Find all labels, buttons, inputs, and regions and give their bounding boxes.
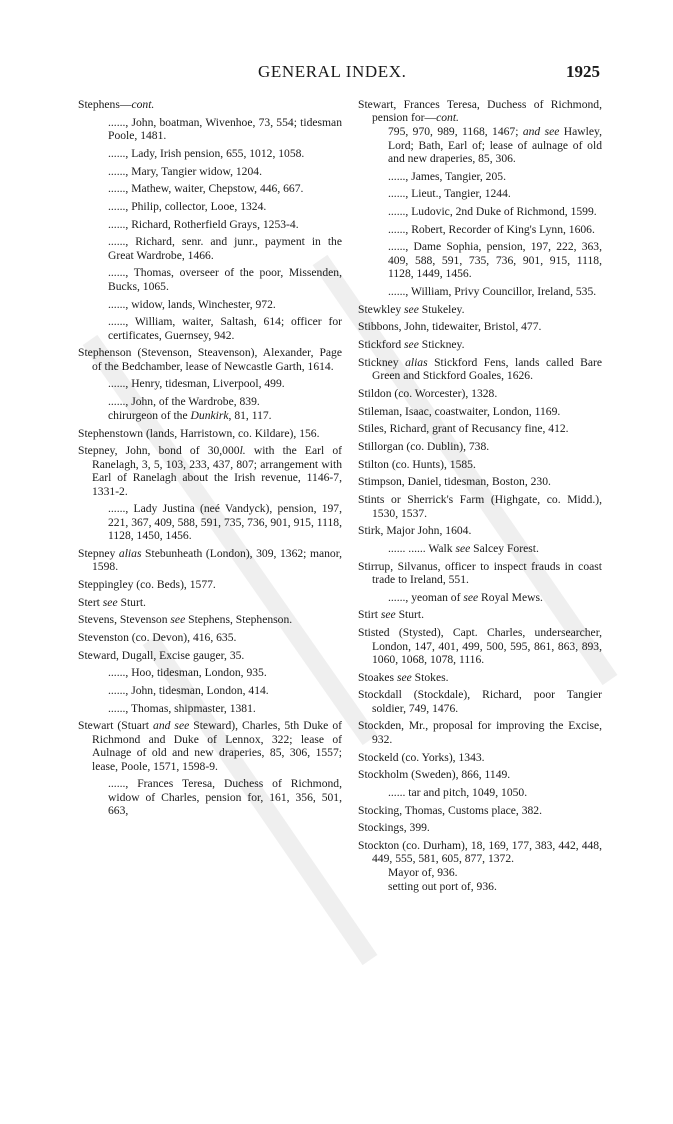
index-entry: ......, Dame Sophia, pension, 197, 222, 363, 409, 588, 591, 735, 736, 901, 915, 1118, 1128, 1449, 1456. [388, 240, 602, 281]
index-entry: Stockton (co. Durham), 18, 169, 177, 383, 442, 448, 449, 555, 581, 605, 877, 1372. [358, 839, 602, 866]
index-entry: ......, Thomas, shipmaster, 1381. [108, 701, 256, 715]
index-entry: Stepney alias Stebunheath (London), 309, 1362; manor, 1598. [78, 546, 342, 574]
index-entry: ......, yeoman of see Royal Mews. [388, 590, 543, 604]
index-entry: ......, Robert, Recorder of King's Lynn, 1606. [388, 222, 595, 236]
page-number: 1925 [566, 62, 600, 81]
index-entry: Steppingley (co. Beds), 1577. [78, 577, 216, 591]
index-entry: Stevenston (co. Devon), 416, 635. [78, 630, 237, 644]
index-entry: Stirt see Sturt. [358, 608, 425, 622]
index-entry: Stickford see Stickney. [358, 338, 465, 352]
index-entry: ......, John, boatman, Wivenhoe, 73, 554; tidesman Poole, 1481. [108, 115, 342, 143]
index-entry: Stimpson, Daniel, tidesman, Boston, 230. [358, 475, 551, 489]
index-column-right [358, 98, 602, 898]
index-entry: ......, John, of the Wardrobe, 839. [108, 395, 260, 409]
index-entry: Stepney, John, bond of 30,000l. with the Earl of Ranelagh, 3, 5, 103, 233, 437, 807; arrangement with Earl of Ranelagh about the Irish revenue, 1146-7, 1331-2. [78, 444, 342, 498]
index-entry: Stirrup, Silvanus, officer to inspect frauds in coast trade to Ireland, 551. [358, 559, 602, 587]
index-entry: ......, Ludovic, 2nd Duke of Richmond, 1599. [388, 205, 597, 219]
index-entry: Stildon (co. Worcester), 1328. [358, 386, 498, 400]
index-entry: Stephens—cont. [78, 98, 155, 111]
index-entry: ......, Thomas, overseer of the poor, Missenden, Bucks, 1065. [108, 266, 342, 293]
index-column-left [78, 98, 342, 822]
index-entry: Stevens, Stevenson see Stephens, Stephenson. [78, 613, 293, 627]
index-entry: Stoakes see Stokes. [358, 670, 449, 684]
index-entry: Stewart, Frances Teresa, Duchess of Richmond, pension for—cont. [358, 98, 602, 125]
index-entry: ......, Frances Teresa, Duchess of Richmond, widow of Charles, pension for, 161, 356, 501, 663, [108, 777, 342, 818]
index-entry: Stephenson (Stevenson, Steavenson), Alexander, Page of the Bedchamber, lease of Newcastle Garth, 1614. [78, 346, 342, 373]
index-entry: Stilton (co. Hunts), 1585. [358, 457, 476, 471]
index-entry: Stockeld (co. Yorks), 1343. [358, 750, 485, 764]
index-entry: ......, Richard, Rotherfield Grays, 1253-4. [108, 217, 299, 231]
index-entry: Stillorgan (co. Dublin), 738. [358, 439, 490, 453]
index-entry: ......, widow, lands, Winchester, 972. [108, 297, 276, 311]
index-entry: ......, Mathew, waiter, Chepstow, 446, 667. [108, 182, 304, 196]
index-entry: Stileman, Isaac, coastwaiter, London, 1169. [358, 404, 561, 418]
index-entry: 795, 970, 989, 1168, 1467; and see Hawley, Lord; Bath, Earl of; lease of aulnage of old and new draperies, 85, 306. [388, 125, 602, 165]
index-entry: ......, Lieut., Tangier, 1244. [388, 187, 511, 201]
index-entry: Stewkley see Stukeley. [358, 302, 465, 316]
index-entry: Stockden, Mr., proposal for improving the Excise, 932. [358, 719, 602, 746]
index-entry: ......, William, waiter, Saltash, 614; officer for certificates, Guernsey, 942. [108, 315, 342, 342]
index-entry: ......, Lady, Irish pension, 655, 1012, 1058. [108, 146, 305, 160]
index-entry: setting out port of, 936. [388, 879, 497, 893]
index-entry: chirurgeon of the Dunkirk, 81, 117. [108, 408, 272, 422]
index-entry: ...... ...... Walk see Salcey Forest. [388, 541, 539, 555]
index-entry: Stiles, Richard, grant of Recusancy fine, 412. [358, 422, 569, 436]
index-entry: Stocking, Thomas, Customs place, 382. [358, 803, 542, 817]
index-entry: ......, Richard, senr. and junr., payment in the Great Wardrobe, 1466. [108, 235, 342, 262]
index-entry: Stockholm (Sweden), 866, 1149. [358, 768, 511, 782]
index-entry: ......, Mary, Tangier widow, 1204. [108, 164, 262, 178]
index-entry: ......, William, Privy Councillor, Ireland, 535. [388, 284, 597, 298]
index-entry: Stockings, 399. [358, 821, 430, 835]
page-header [0, 62, 673, 86]
index-entry: ......, Henry, tidesman, Liverpool, 499. [108, 377, 285, 391]
index-entry: Stickney alias Stickford Fens, lands called Bare Green and Stickford Goales, 1626. [358, 355, 602, 383]
index-entry: ......, Lady Justina (neé Vandyck), pension, 197, 221, 367, 409, 588, 591, 735, 736, 901, 915, 1118, 1128, 1450, 1456. [108, 502, 342, 543]
index-entry: ......, James, Tangier, 205. [388, 169, 506, 183]
index-entry: ...... tar and pitch, 1049, 1050. [388, 785, 528, 799]
index-entry: Steward, Dugall, Excise gauger, 35. [78, 648, 245, 662]
index-entry: Mayor of, 936. [388, 866, 458, 880]
index-entry: Stibbons, John, tidewaiter, Bristol, 477. [358, 320, 542, 334]
index-entry: ......, John, tidesman, London, 414. [108, 684, 269, 698]
index-entry: Stockdall (Stockdale), Richard, poor Tangier soldier, 749, 1476. [358, 688, 602, 715]
index-entry: Stisted (Stysted), Capt. Charles, undersearcher, London, 147, 401, 499, 500, 595, 861, 863, 893, 1060, 1068, 1078, 1116. [358, 626, 602, 666]
index-entry: Stirk, Major John, 1604. [358, 524, 472, 538]
index-entry: Stewart (Stuart and see Steward), Charles, 5th Duke of Richmond and Duke of Lennox, 322; lease of Aulnage of old and new draperies, 85, 306, 1557; lease, Poole, 1571, 1598-9. [78, 719, 342, 773]
index-entry: ......, Hoo, tidesman, London, 935. [108, 666, 267, 680]
index-entry: Stert see Sturt. [78, 595, 146, 609]
running-title: GENERAL INDEX. [258, 62, 407, 81]
index-entry: ......, Philip, collector, Looe, 1324. [108, 199, 267, 213]
index-entry: Stints or Sherrick's Farm (Highgate, co. Midd.), 1530, 1537. [358, 493, 602, 520]
index-entry: Stephenstown (lands, Harristown, co. Kildare), 156. [78, 426, 320, 440]
